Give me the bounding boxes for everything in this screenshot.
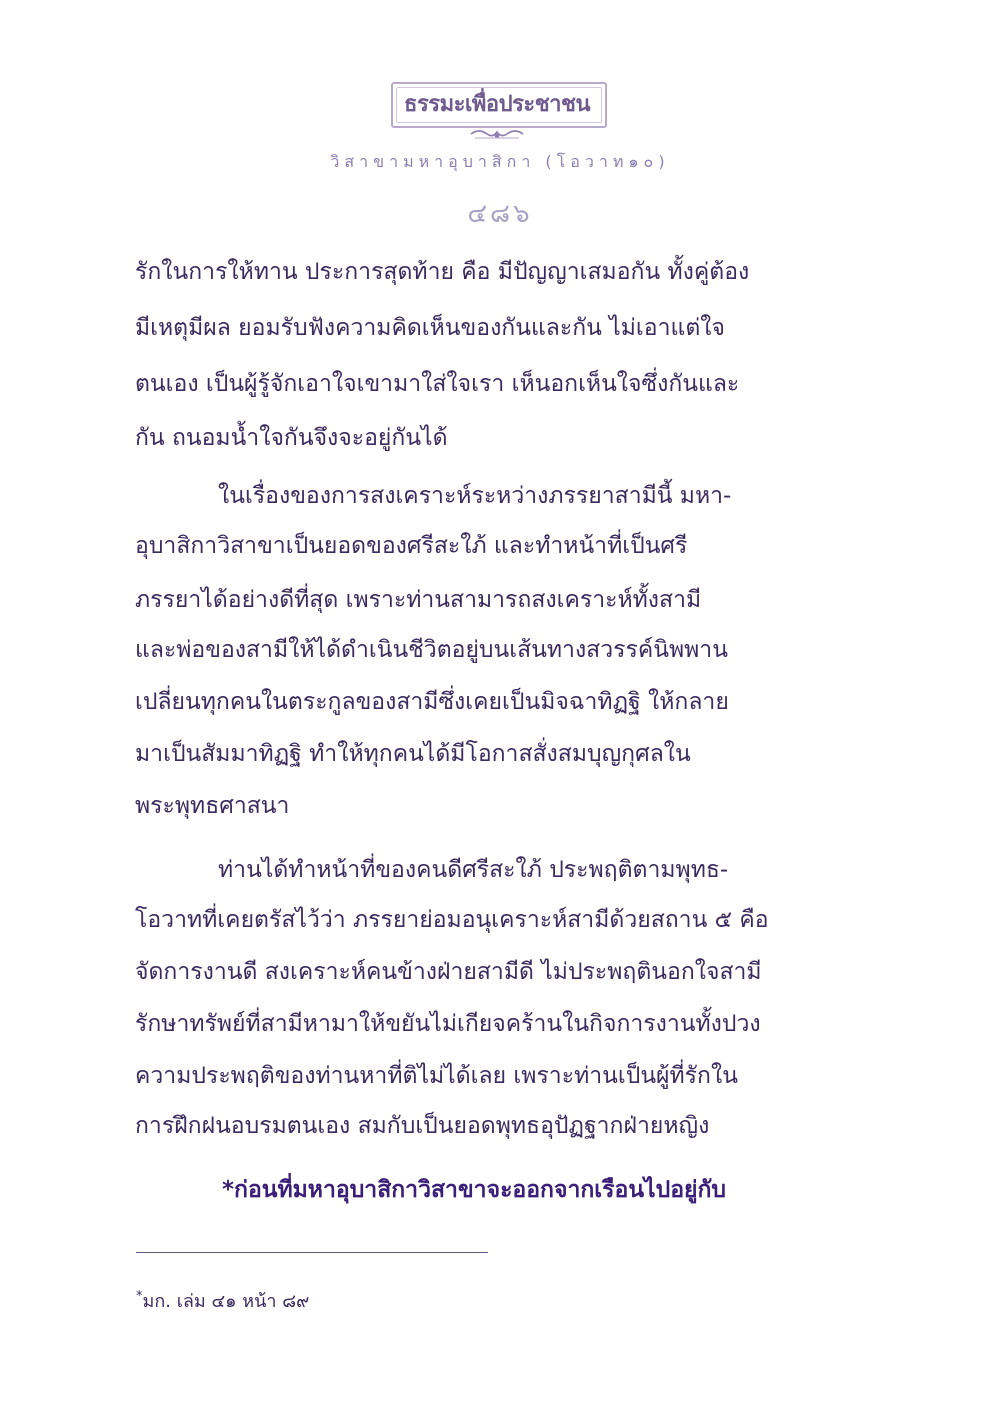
body-line: พระพุทธศาสนา [135,793,290,819]
bold-lead-line: *ก่อนที่มหาอุบาสิกาวิสาขาจะออกจากเรือนไปอยู่กับ [222,1177,727,1203]
body-line: โอวาทที่เคยตรัสไว้ว่า ภรรยาย่อมอนุเคราะห์สามีด้วยสถาน ๕ คือ [135,907,769,933]
body-line: และพ่อของสามีให้ได้ดำเนินชีวิตอยู่บนเส้นทางสวรรค์นิพพาน [135,637,728,663]
publication-logo [383,78,613,148]
body-line: อุบาสิกาวิสาขาเป็นยอดของศรีสะใภ้ และทำหน้าที่เป็นศรี [135,533,688,559]
logo-ornament [469,126,525,142]
logo-title: ธรรมะเพื่อประชาชน [404,91,590,117]
body-line: กัน ถนอมน้ำใจกันจึงจะอยู่กันได้ [135,425,448,451]
body-line: ความประพฤติของท่านหาที่ติไม่ได้เลย เพราะท่านเป็นผู้ที่รักใน [135,1063,738,1089]
body-line: การฝึกฝนอบรมตนเอง สมกับเป็นยอดพุทธอุปัฏฐากฝ่ายหญิง [135,1113,710,1139]
page-number: ๔๘๖ [467,199,533,229]
body-line: ท่านได้ทำหน้าที่ของคนดีศรีสะใภ้ ประพฤติตามพุทธ- [218,857,729,883]
body-line: มีเหตุมีผล ยอมรับฟังความคิดเห็นของกันและกัน ไม่เอาแต่ใจ [135,315,725,341]
footnote [136,1282,309,1312]
body-line: ตนเอง เป็นผู้รู้จักเอาใจเขามาใส่ใจเรา เห็นอกเห็นใจซึ่งกันและ [135,371,740,397]
body-line: รักในการให้ทาน ประการสุดท้าย คือ มีปัญญาเสมอกัน ทั้งคู่ต้อง [135,259,750,285]
body-line: ภรรยาได้อย่างดีที่สุด เพราะท่านสามารถสงเคราะห์ทั้งสามี [135,587,702,613]
body-line: มาเป็นสัมมาทิฏฐิ ทำให้ทุกคนได้มีโอกาสสั่งสมบุญกุศลใน [135,741,691,767]
body-line: ในเรื่องของการสงเคราะห์ระหว่างภรรยาสามีนี้ มหา- [218,483,732,509]
footnote-text: มก. เล่ม ๔๑ หน้า ๘๙ [142,1291,310,1312]
body-line: เปลี่ยนทุกคนในตระกูลของสามีซึ่งเคยเป็นมิจฉาทิฏฐิ ให้กลาย [135,689,729,715]
body-line: จัดการงานดี สงเคราะห์คนข้างฝ่ายสามีดี ไม่ประพฤตินอกใจสามี [135,959,762,985]
footnote-rule [136,1252,488,1253]
body-line: รักษาทรัพย์ที่สามีหามาให้ขยันไม่เกียจคร้านในกิจการงานทั้งปวง [135,1011,761,1037]
running-header: วิสาขามหาอุบาสิกา (โอวาท๑๐) [330,152,670,171]
footnote-marker: * [136,1289,143,1304]
